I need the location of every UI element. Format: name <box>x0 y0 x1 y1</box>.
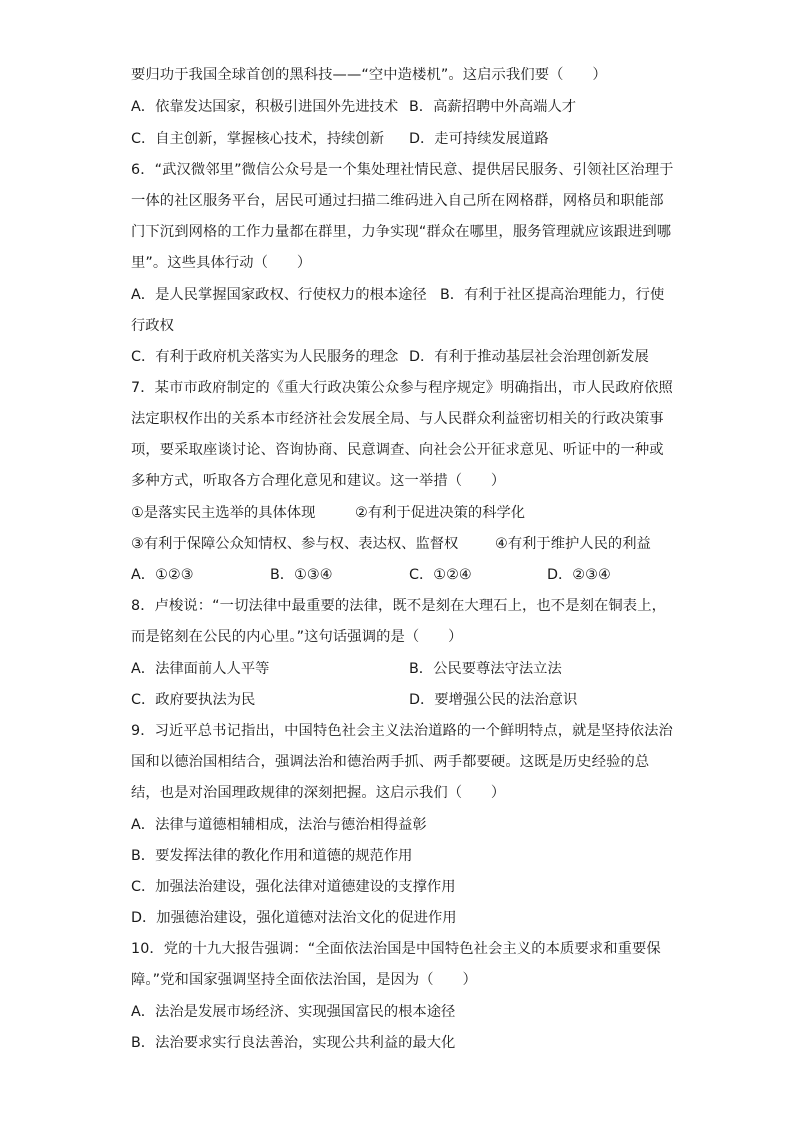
q7-option-d: D．②③④ <box>547 567 611 583</box>
q7-statement-4: ④有利于维护人民的利益 <box>495 536 651 552</box>
q5-option-d: D．走可持续发展道路 <box>409 131 549 147</box>
q5-option-a: A．依靠发达国家，积极引进国外先进技术 <box>131 99 399 115</box>
q9-stem-line-2: 国和以德治国相结合，强调法治和德治两手抓、两手都要硬。这既是历史经验的总 <box>131 754 650 770</box>
q7-stem-line-4: 多种方式，听取各方合理化意见和建议。这一举措（ ） <box>131 473 506 489</box>
q9-stem-line-1: 9．习近平总书记指出，中国特色社会主义法治道路的一个鲜明特点，就是坚持依法治 <box>131 723 673 739</box>
q7-option-c: C．①②④ <box>409 567 472 583</box>
q10-stem-line-1: 10．党的十九大报告强调：“全面依法治国是中国特色社会主义的本质要求和重要保 <box>131 941 661 957</box>
q7-statement-3: ③有利于保障公众知情权、参与权、表达权、监督权 <box>131 536 459 552</box>
q9-option-d: D．加强德治建设，强化道德对法治文化的促进作用 <box>131 910 457 926</box>
q5-stem-tail: 要归功于我国全球首创的黑科技——“空中造楼机”。这启示我们要（ ） <box>131 67 607 83</box>
q10-stem-line-2: 障。”党和国家强调坚持全面依法治国，是因为（ ） <box>131 972 477 988</box>
q7-option-b: B．①③④ <box>270 567 333 583</box>
q7-stem-line-3: 项，要采取座谈讨论、咨询协商、民意调查、向社会公开征求意见、听证中的一种或 <box>131 442 664 458</box>
q7-statement-2: ②有利于促进决策的科学化 <box>355 505 526 521</box>
q6-stem-line-3: 门下沉到网格的工作力量都在群里，力争实现“群众在哪里，服务管理就应该跟进到哪 <box>131 224 672 240</box>
q6-stem-line-1: 6．“武汉微邻里”微信公众号是一个集处理社情民意、提供居民服务、引领社区治理于 <box>131 162 674 178</box>
q8-option-c: C．政府要执法为民 <box>131 692 256 708</box>
q6-stem-line-4: 里”。这些具体行动（ ） <box>131 255 312 271</box>
q9-option-a: A．法律与道德相辅相成，法治与德治相得益彰 <box>131 817 427 833</box>
q7-option-a: A．①②③ <box>131 567 194 583</box>
q9-stem-line-3: 结，也是对治国理政规律的深刻把握。这启示我们（ ） <box>131 785 506 801</box>
q6-option-a: A．是人民掌握国家政权、行使权力的根本途径 <box>131 287 427 303</box>
q8-stem-line-2: 而是铭刻在公民的内心里。”这句话强调的是（ ） <box>131 629 463 645</box>
q8-option-b: B．公民要尊法守法立法 <box>409 661 562 677</box>
q6-stem-line-2: 一体的社区服务平台，居民可通过扫描二维码进入自己所在网格群，网格员和职能部 <box>131 193 664 209</box>
q9-option-c: C．加强法治建设，强化法律对道德建设的支撑作用 <box>131 879 456 895</box>
q8-stem-line-1: 8．卢梭说：“一切法律中最重要的法律，既不是刻在大理石上，也不是刻在铜表上， <box>131 598 666 614</box>
q10-option-b: B．法治要求实行良法善治，实现公共利益的最大化 <box>131 1035 456 1051</box>
q6-option-b: B．有利于社区提高治理能力，行使 <box>440 287 665 303</box>
q10-option-a: A．法治是发展市场经济、实现强国富民的根本途径 <box>131 1004 456 1020</box>
q5-option-b: B．高薪招聘中外高端人才 <box>409 99 577 115</box>
q5-option-c: C．自主创新，掌握核心技术，持续创新 <box>131 131 385 147</box>
q7-stem-line-1: 7．某市市政府制定的《重大行政决策公众参与程序规定》明确指出，市人民政府依照 <box>131 380 673 396</box>
q9-option-b: B．要发挥法律的教化作用和道德的规范作用 <box>131 848 413 864</box>
q6-option-b-continued: 行政权 <box>131 318 174 334</box>
q7-statement-1: ①是落实民主选举的具体体现 <box>131 505 316 521</box>
q8-option-a: A．法律面前人人平等 <box>131 661 270 677</box>
q8-option-d: D．要增强公民的法治意识 <box>409 692 578 708</box>
q6-option-d: D．有利于推动基层社会治理创新发展 <box>409 349 649 365</box>
q6-option-c: C．有利于政府机关落实为人民服务的理念 <box>131 349 399 365</box>
q7-stem-line-2: 法定职权作出的关系本市经济社会发展全局、与人民群众利益密切相关的行政决策事 <box>131 411 664 427</box>
